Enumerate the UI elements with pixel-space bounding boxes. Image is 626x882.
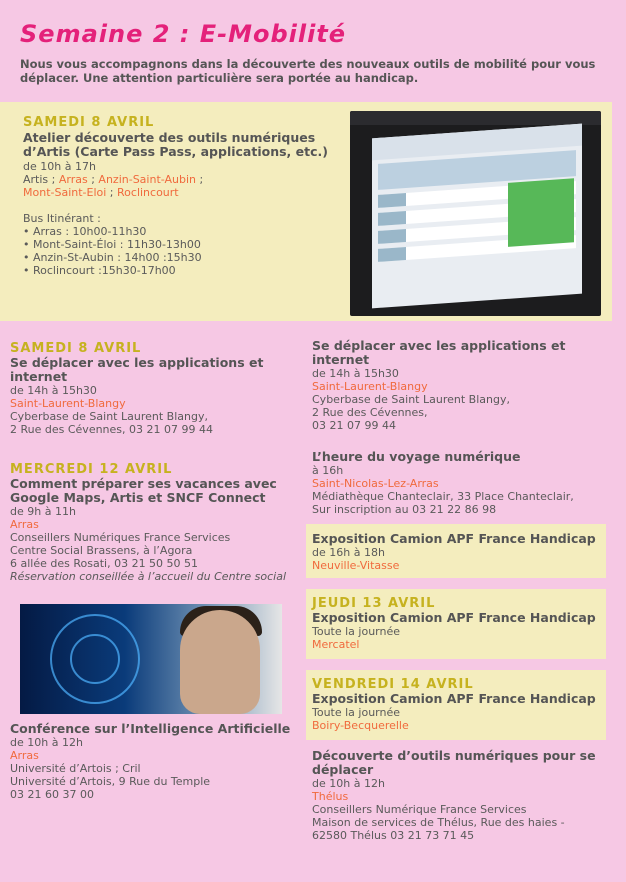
left-e1-time: de 14h à 15h30 [10, 384, 97, 397]
right-event-2 [312, 450, 606, 516]
right-event-1 [312, 339, 602, 432]
left-e2-place: Arras [10, 518, 39, 531]
right-e3-time: de 16h à 18h [312, 546, 385, 559]
hero-screen-photo [350, 111, 601, 316]
left-e2-day: MERCREDI 12 AVRIL [10, 462, 173, 477]
left-e3-title: Conférence sur l’Intelligence Artificielle [10, 721, 291, 736]
left-e3-place: Arras [10, 749, 39, 762]
right-e5-time: Toute la journée [312, 706, 401, 719]
right-e6-place: Thélus [312, 790, 349, 803]
right-e6-line1: Conseillers Numérique France Services [312, 803, 527, 816]
right-e5-title: Exposition Camion APF France Handicap [312, 691, 596, 706]
hero-places: Artis ; Arras ; Anzin-Saint-Aubin ; Mont-Saint-Eloi ; Roclincourt [23, 173, 204, 199]
intro-text: Nous vous accompagnons dans la découverte des nouveaux outils de mobilité pour vous déplacer. Une attention particulière sera portée au handicap. [20, 57, 596, 85]
left-e2-title: Comment préparer ses vacances avec Google Maps, Artis et SNCF Connect [10, 476, 277, 505]
right-e6-time: de 10h à 12h [312, 777, 385, 790]
hero-title: Atelier découverte des outils numériques d’Artis (Carte Pass Pass, applications, etc.) [23, 130, 328, 159]
right-e5-place: Boiry-Becquerelle [312, 719, 409, 732]
left-e3-time: de 10h à 12h [10, 736, 83, 749]
left-event-3 [10, 722, 295, 801]
right-event-6 [312, 749, 606, 842]
right-event-3 [312, 532, 602, 572]
right-e1-place: Saint-Laurent-Blangy [312, 380, 428, 393]
left-e3-line1: Université d’Artois ; Cril [10, 762, 141, 775]
ai-photo [20, 604, 282, 714]
hero-time: de 10h à 17h [23, 160, 96, 173]
right-e3-title: Exposition Camion APF France Handicap [312, 531, 596, 546]
bus-label: Bus Itinérant : [23, 212, 101, 225]
right-e6-line3: 62580 Thélus 03 21 73 71 45 [312, 829, 475, 842]
right-e4-place: Mercatel [312, 638, 360, 651]
bus-stop: • Anzin-St-Aubin : 14h00 :15h30 [23, 251, 202, 264]
right-event-5 [312, 677, 602, 732]
left-e3-line2: Université d’Artois, 9 Rue du Temple [10, 775, 211, 788]
right-e1-title: Se déplacer avec les applications et internet [312, 338, 566, 367]
bus-stop: • Arras : 10h00-11h30 [23, 225, 147, 238]
hero-place-2: Anzin-Saint-Aubin [98, 173, 196, 186]
right-e2-place: Saint-Nicolas-Lez-Arras [312, 477, 439, 490]
right-e4-time: Toute la journée [312, 625, 401, 638]
left-e1-title: Se déplacer avec les applications et internet [10, 355, 264, 384]
left-e1-address1: Cyberbase de Saint Laurent Blangy, [10, 410, 208, 423]
left-e1-day: SAMEDI 8 AVRIL [10, 341, 142, 356]
right-e2-title: L’heure du voyage numérique [312, 449, 521, 464]
hero-day: SAMEDI 8 AVRIL [23, 115, 155, 130]
right-e1-line1: Cyberbase de Saint Laurent Blangy, [312, 393, 510, 406]
left-e2-line2: Centre Social Brassens, à l’Agora [10, 544, 193, 557]
right-e5-day: VENDREDI 14 AVRIL [312, 677, 474, 692]
bus-list [23, 225, 343, 277]
right-e1-line3: 03 21 07 99 44 [312, 419, 396, 432]
right-e6-line2: Maison de services de Thélus, Rue des haies - [312, 816, 565, 829]
right-e6-title: Découverte d’outils numériques pour se déplacer [312, 748, 596, 777]
left-e1-address2: 2 Rue des Cévennes, 03 21 07 99 44 [10, 423, 213, 436]
left-event-2 [10, 462, 295, 583]
bus-stop: • Mont-Saint-Éloi : 11h30-13h00 [23, 238, 201, 251]
hero-place-1: Arras [58, 173, 88, 186]
left-event-1 [10, 341, 295, 436]
right-event-4 [312, 596, 602, 651]
right-e2-line1: Médiathèque Chanteclair, 33 Place Chanteclair, [312, 490, 574, 503]
left-e2-line3: 6 allée des Rosati, 03 21 50 50 51 [10, 557, 199, 570]
hero-place-4: Roclincourt [117, 186, 179, 199]
right-e1-time: de 14h à 15h30 [312, 367, 399, 380]
right-e4-day: JEUDI 13 AVRIL [312, 596, 436, 611]
right-e4-title: Exposition Camion APF France Handicap [312, 610, 596, 625]
hero-place-3: Mont-Saint-Eloi [23, 186, 107, 199]
bus-stop: • Roclincourt :15h30-17h00 [23, 264, 176, 277]
left-e2-note: Réservation conseillée à l’accueil du Centre social [10, 570, 287, 583]
page-title: Semaine 2 : E-Mobilité [20, 20, 347, 48]
right-e1-line2: 2 Rue des Cévennes, [312, 406, 428, 419]
left-e3-line3: 03 21 60 37 00 [10, 788, 94, 801]
right-e3-place: Neuville-Vitasse [312, 559, 400, 572]
right-e2-line2: Sur inscription au 03 21 22 86 98 [312, 503, 497, 516]
left-e1-place: Saint-Laurent-Blangy [10, 397, 126, 410]
hero-event [23, 115, 343, 277]
right-e2-time: à 16h [312, 464, 344, 477]
hero-places-prefix: Artis ; [23, 173, 59, 186]
left-e2-time: de 9h à 11h [10, 505, 76, 518]
left-e2-line1: Conseillers Numériques France Services [10, 531, 231, 544]
